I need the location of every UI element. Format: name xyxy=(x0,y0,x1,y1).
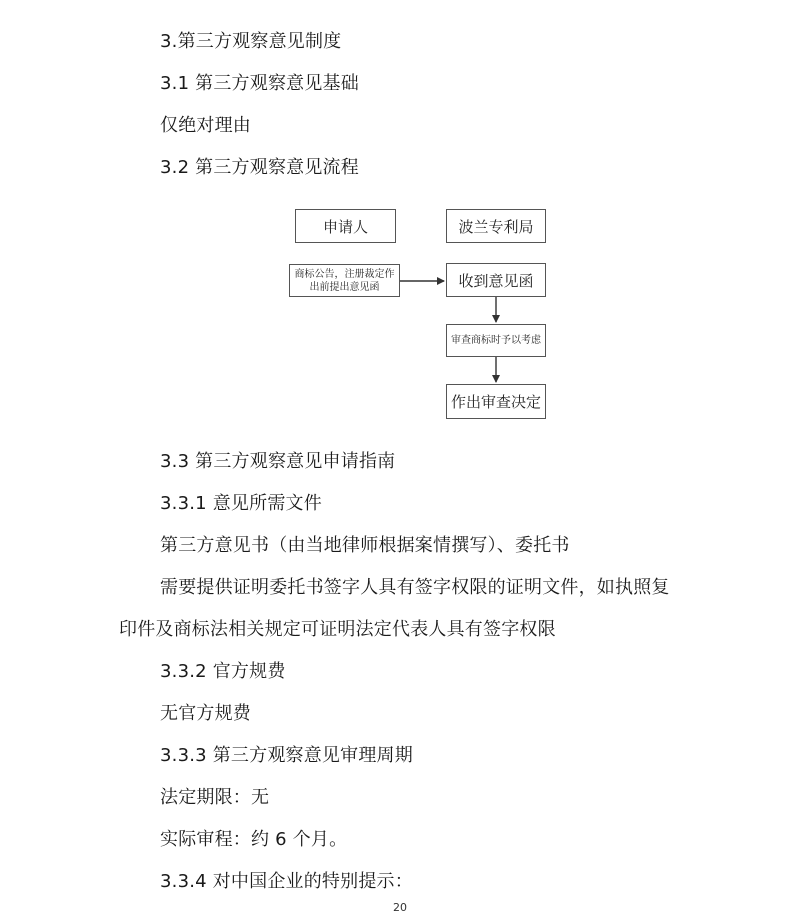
heading-3: 3.第三方观察意见制度 xyxy=(160,31,342,52)
flow-box-receive: 收到意见函 xyxy=(446,263,546,297)
paragraph-3-3-1-b-line1: 需要提供证明委托书签字人具有签字权限的证明文件，如执照复 xyxy=(160,577,670,598)
flow-box-applicant: 申请人 xyxy=(295,209,396,243)
heading-3-3-1: 3.3.1 意见所需文件 xyxy=(160,493,322,514)
paragraph-3-3-1-a: 第三方意见书（由当地律师根据案情撰写）、委托书 xyxy=(160,535,570,556)
paragraph-3-3-1-b-line2: 印件及商标法相关规定可证明法定代表人具有签字权限 xyxy=(119,619,556,640)
heading-3-1: 3.1 第三方观察意见基础 xyxy=(160,73,359,94)
flow-box-decision: 作出审查决定 xyxy=(446,384,546,419)
paragraph-3-3-3-b: 实际审程：约 6 个月。 xyxy=(160,829,348,850)
paragraph-3-3-2: 无官方规费 xyxy=(160,703,251,724)
heading-3-3: 3.3 第三方观察意见申请指南 xyxy=(160,451,396,472)
paragraph-3-3-3-a: 法定期限：无 xyxy=(160,787,270,808)
heading-3-3-4: 3.3.4 对中国企业的特别提示： xyxy=(160,871,413,892)
heading-3-3-2: 3.3.2 官方规费 xyxy=(160,661,286,682)
page-number: 20 xyxy=(393,901,407,914)
flow-box-examine: 审查商标时予以考虑 xyxy=(446,324,546,357)
heading-3-2: 3.2 第三方观察意见流程 xyxy=(160,157,359,178)
paragraph-3-1: 仅绝对理由 xyxy=(160,115,251,136)
flow-box-office: 波兰专利局 xyxy=(446,209,546,243)
flow-box-note: 商标公告，注册裁定作出前提出意见函 xyxy=(289,264,400,297)
heading-3-3-3: 3.3.3 第三方观察意见审理周期 xyxy=(160,745,413,766)
